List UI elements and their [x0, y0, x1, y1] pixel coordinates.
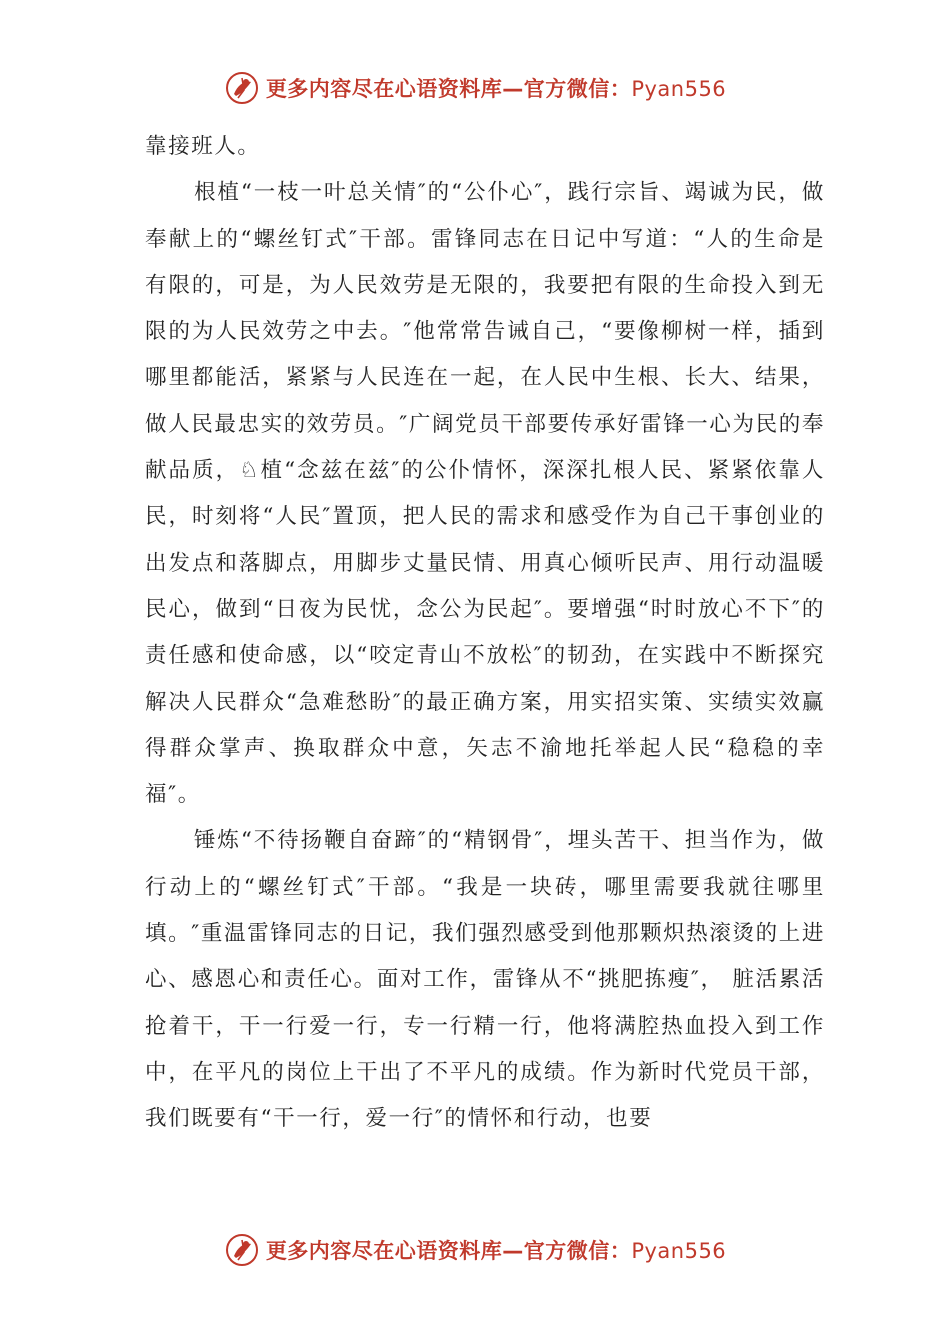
wechat-handle: Pyan556 — [631, 1239, 727, 1263]
rose-logo-icon — [224, 1232, 260, 1268]
footer-banner — [0, 1232, 950, 1268]
wechat-handle: Pyan556 — [631, 77, 727, 101]
banner-slogan: 更多内容尽在心语资料库—官方微信： — [265, 1239, 632, 1263]
banner-text — [266, 1235, 726, 1265]
banner-text — [266, 73, 726, 103]
banner-slogan: 更多内容尽在心语资料库—官方微信： — [265, 77, 632, 101]
paragraph-hard-work: 锤炼“不待扬鞭自奋蹄″的“精钢骨″，埋头苦干、担当作为，做行动上的“螺丝钉式″干部。“我是一块砖，哪里需要我就往哪里填。″重温雷锋同志的日记，我们强烈感受到他那颗炽热滚烫的上进心、感恩心和责任心。面对工作，雷锋从不“挑肥拣瘦″， 脏活累活抢着干，干一行爱一行，专一行精一行，他将满腔热血投入到工作中，在平凡的岗位上干出了不平凡的成绩。作为新时代党员干部，我们既要有“干一行，爱一行″的情怀和行动，也要 — [145, 828, 825, 1132]
header-banner — [0, 70, 950, 106]
document-body — [145, 124, 825, 1143]
paragraph-public-servant: 根植“一枝一叶总关情″的“公仆心″，践行宗旨、竭诚为民，做奉献上的“螺丝钉式″干部。雷锋同志在日记中写道：“人的生命是有限的，可是，为人民效劳是无限的，我要把有限的生命投入到无限的为人民效劳之中去。″他常常告诫自己，“要像柳树一样，插到哪里都能活，紧紧与人民连在一起，在人民中生根、长大、结果，做人民最忠实的效劳员。″广阔党员干部要传承好雷锋一心为民的奉献品质，♘植“念兹在兹″的公仆情怀，深深扎根人民、紧紧依靠人民，时刻将“人民″置顶，把人民的需求和感受作为自己干事创业的出发点和落脚点，用脚步丈量民情、用真心倾听民声、用行动温暖民心，做到“日夜为民忧，念公为民起″。要增强“时时放心不下″的责任感和使命感，以“咬定青山不放松″的韧劲，在实践中不断探究解决人民群众“急难愁盼″的最正确方案，用实招实策、实绩实效赢得群众掌声、换取群众中意，矢志不渝地托举起人民“稳稳的幸福″。 — [145, 180, 825, 808]
rose-logo-icon — [224, 70, 260, 106]
paragraph-continuation: 靠接班人。 — [145, 134, 261, 159]
